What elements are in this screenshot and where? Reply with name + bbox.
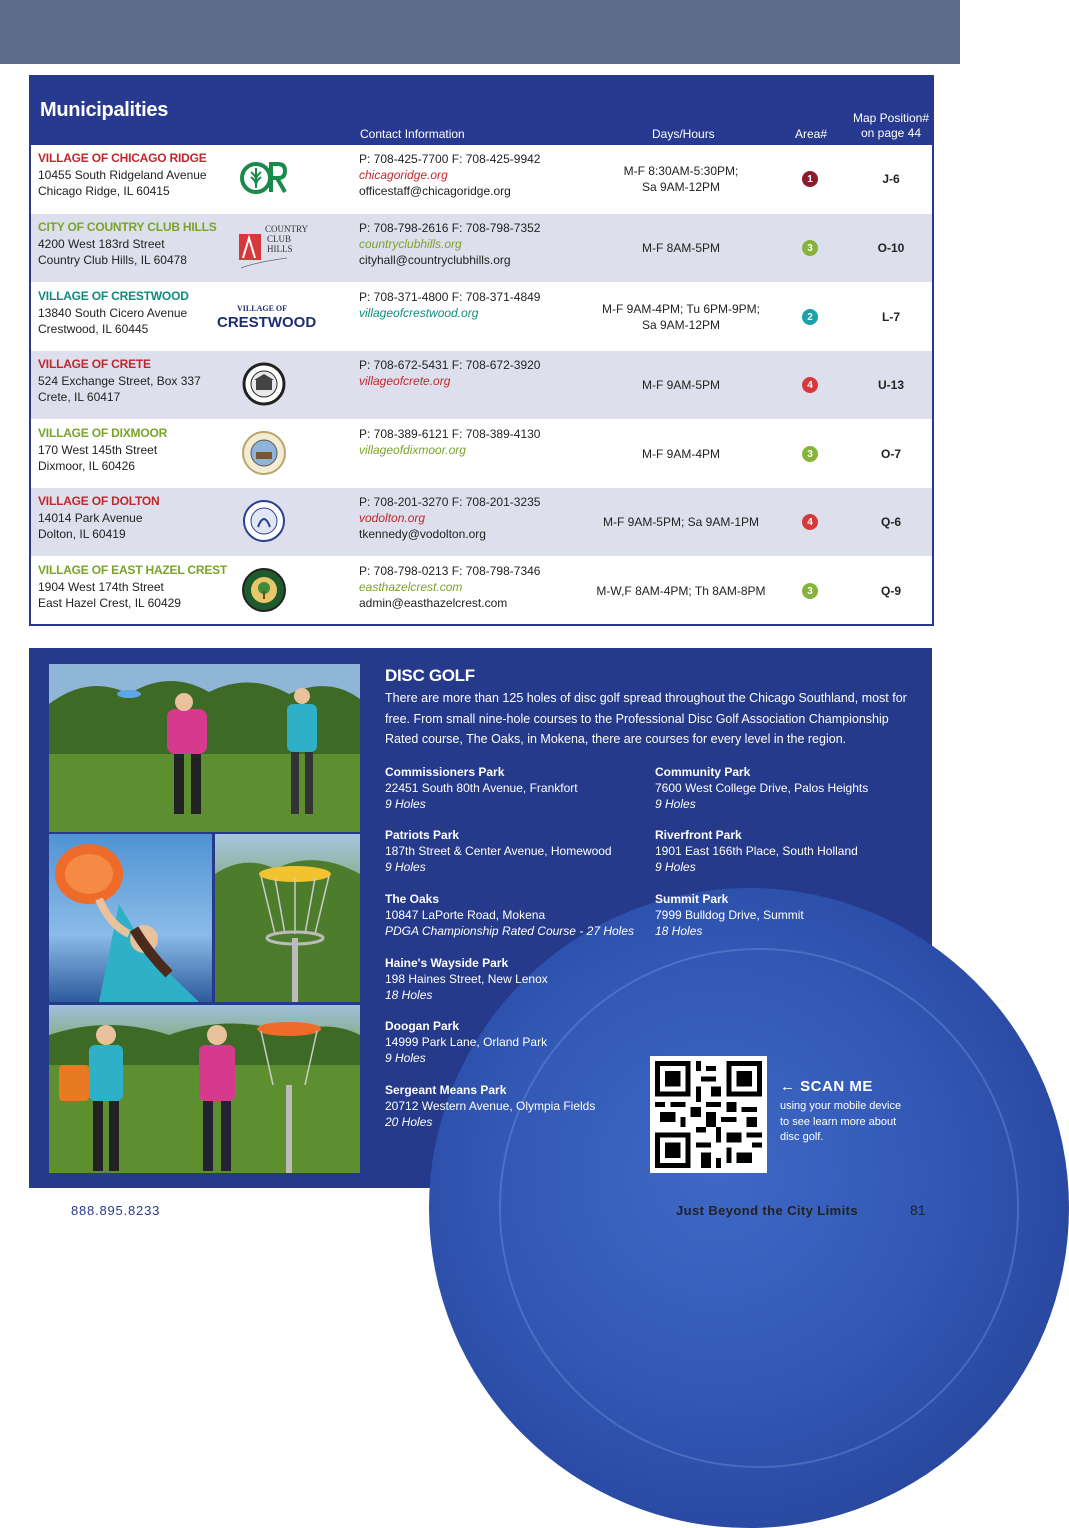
address-line: 1904 West 174th Street — [38, 580, 164, 594]
column-header-map-line2: on page 44 — [860, 126, 922, 140]
course-address: 187th Street & Center Avenue, Homewood — [385, 844, 612, 858]
website-link[interactable]: easthazelcrest.com — [359, 580, 463, 594]
municipality-name: VILLAGE OF DIXMOOR — [38, 426, 168, 440]
hours — [591, 420, 771, 488]
municipality-address — [38, 305, 187, 337]
crete-seal-icon — [237, 359, 291, 409]
course-item — [385, 1018, 547, 1066]
course-name: Haine's Wayside Park — [385, 956, 509, 970]
phone-fax: P: 708-425-7700 F: 708-425-9942 — [359, 152, 541, 166]
municipalities-table — [29, 75, 934, 626]
municipality-name: CITY OF COUNTRY CLUB HILLS — [38, 220, 217, 234]
photo-disc-catch — [49, 834, 212, 1002]
course-item — [385, 827, 612, 875]
hours-line: Sa 9AM-12PM — [641, 318, 721, 332]
municipality-name: VILLAGE OF CRETE — [38, 357, 151, 371]
address-line: 14014 Park Avenue — [38, 511, 143, 525]
address-line: 13840 South Cicero Avenue — [38, 306, 188, 320]
map-position: O-7 — [880, 447, 901, 461]
email-link[interactable]: tkennedy@vodolton.org — [359, 527, 486, 541]
course-address: 198 Haines Street, New Lenox — [385, 972, 548, 986]
course-address: 7600 West College Drive, Palos Heights — [655, 781, 869, 795]
hours-line: M-W,F 8AM-4PM; Th 8AM-8PM — [596, 584, 766, 598]
hours — [591, 557, 771, 625]
crestwood-main: CRESTWOOD — [217, 314, 317, 331]
dixmoor-seal-icon — [237, 428, 291, 478]
map-position: L-7 — [882, 310, 900, 324]
hours — [591, 488, 771, 556]
address-line: Crete, IL 60417 — [38, 390, 121, 404]
disc-golf-section — [29, 648, 932, 1188]
website-link[interactable]: countryclubhills.org — [359, 237, 462, 251]
scan-me-text: using your mobile device to see learn more about disc golf. — [780, 1100, 902, 1143]
column-header-days: Days/Hours — [652, 127, 715, 141]
contact-info — [359, 289, 540, 321]
area-badge: 1 — [802, 171, 818, 187]
dolton-seal-icon — [237, 496, 291, 546]
address-line: 170 West 145th Street — [38, 443, 158, 457]
contact-info — [359, 357, 540, 389]
contact-info — [359, 151, 540, 199]
contact-info — [359, 494, 540, 542]
course-holes: PDGA Championship Rated Course - 27 Holes — [385, 924, 635, 938]
website-link[interactable]: chicagoridge.org — [359, 168, 448, 182]
address-line: Chicago Ridge, IL 60415 — [38, 184, 170, 198]
table-row — [31, 557, 932, 625]
course-holes: 9 Holes — [385, 1051, 426, 1065]
hours — [591, 145, 771, 213]
website-link[interactable]: villageofcrestwood.org — [359, 306, 479, 320]
scan-me-title: ← SCAN ME — [780, 1078, 873, 1095]
column-header-contact: Contact Information — [360, 127, 465, 141]
area-badge: 2 — [802, 309, 818, 325]
course-holes: 18 Holes — [385, 988, 433, 1002]
hours-line: Sa 9AM-12PM — [641, 180, 720, 194]
ccr-line1: COUNTRY — [265, 224, 309, 234]
ccr-line3: HILLS — [267, 244, 293, 254]
phone-fax: P: 708-672-5431 F: 708-672-3920 — [359, 358, 541, 372]
email-link[interactable]: cityhall@countryclubhills.org — [359, 253, 511, 267]
municipality-name: VILLAGE OF EAST HAZEL CREST — [38, 563, 228, 577]
course-address: 22451 South 80th Avenue, Frankfort — [385, 781, 578, 795]
address-line: East Hazel Crest, IL 60429 — [38, 596, 181, 610]
crestwood-logo — [215, 291, 317, 341]
column-header-map — [849, 111, 933, 141]
hours-line: M-F 9AM-4PM — [642, 447, 720, 461]
municipality-name: VILLAGE OF CRESTWOOD — [38, 289, 189, 303]
address-line: Crestwood, IL 60445 — [38, 322, 149, 336]
course-item — [385, 1082, 595, 1130]
address-line: Dixmoor, IL 60426 — [38, 459, 135, 473]
course-item — [385, 891, 634, 939]
course-item — [655, 827, 858, 875]
footer-tagline: Just Beyond the City Limits — [676, 1203, 858, 1218]
photo-disc-golf-throw — [49, 664, 360, 832]
table-header — [31, 77, 932, 145]
municipality-address — [38, 442, 157, 474]
hours-line: M-F 9AM-5PM; Sa 9AM-1PM — [602, 515, 760, 529]
course-name: Sergeant Means Park — [385, 1083, 507, 1097]
table-row — [31, 145, 932, 213]
table-row — [31, 214, 932, 282]
phone-fax: P: 708-371-4800 F: 708-371-4849 — [359, 290, 541, 304]
chicago-ridge-logo — [237, 153, 291, 203]
country-club-hills-logo — [237, 222, 309, 272]
course-holes: 18 Holes — [655, 924, 703, 938]
course-name: Summit Park — [655, 892, 729, 906]
hours-line: M-F 9AM-5PM — [642, 378, 720, 392]
course-name: Commissioners Park — [385, 765, 505, 779]
area-badge: 3 — [802, 240, 818, 256]
phone-fax: P: 708-798-0213 F: 708-798-7346 — [359, 564, 541, 578]
address-line: Dolton, IL 60419 — [38, 527, 126, 541]
course-holes: 20 Holes — [385, 1115, 433, 1129]
municipality-address — [38, 579, 181, 611]
course-name: Patriots Park — [385, 828, 460, 842]
column-header-map-line1: Map Position# — [852, 111, 930, 125]
hours-line: M-F 8AM-5PM — [642, 241, 720, 255]
map-position: Q-6 — [880, 515, 901, 529]
municipality-name: VILLAGE OF DOLTON — [38, 494, 160, 508]
crestwood-top: VILLAGE OF — [237, 304, 288, 313]
disc-golf-title: DISC GOLF — [385, 666, 475, 685]
hours-line: M-F 8:30AM-5:30PM; — [623, 164, 739, 178]
map-position: U-13 — [877, 378, 904, 392]
contact-info — [359, 220, 540, 268]
scan-me-callout — [780, 1078, 910, 1146]
course-item — [655, 891, 804, 939]
course-item — [385, 955, 548, 1003]
course-address: 1901 East 166th Place, South Holland — [655, 844, 858, 858]
address-line: 4200 West 183rd Street — [38, 237, 165, 251]
course-address: 10847 LaPorte Road, Mokena — [385, 908, 546, 922]
column-header-area: Area# — [795, 127, 828, 141]
address-line: 524 Exchange Street, Box 337 — [38, 374, 201, 388]
email-link[interactable]: officestaff@chicagoridge.org — [359, 184, 511, 198]
course-address: 20712 Western Avenue, Olympia Fields — [385, 1099, 596, 1113]
map-position: O-10 — [877, 241, 905, 255]
table-row — [31, 283, 932, 351]
phone-fax: P: 708-798-2616 F: 708-798-7352 — [359, 221, 541, 235]
page-number: 81 — [910, 1202, 926, 1218]
area-badge: 4 — [802, 514, 818, 530]
address-line: Country Club Hills, IL 60478 — [38, 253, 187, 267]
municipality-address — [38, 167, 207, 199]
area-badge: 4 — [802, 377, 818, 393]
qr-code[interactable] — [650, 1056, 767, 1173]
hours — [591, 283, 771, 351]
website-link[interactable]: vodolton.org — [359, 511, 426, 525]
photo-disc-golf-basket — [215, 834, 360, 1002]
email-link[interactable]: admin@easthazelcrest.com — [359, 596, 508, 610]
course-name: The Oaks — [385, 892, 440, 906]
website-link[interactable]: villageofdixmoor.org — [359, 443, 466, 457]
hours — [591, 214, 771, 282]
address-line: 10455 South Ridgeland Avenue — [38, 168, 207, 182]
table-row — [31, 351, 932, 419]
hours — [591, 351, 771, 419]
area-badge: 3 — [802, 446, 818, 462]
footer-phone[interactable]: 888.895.8233 — [71, 1203, 161, 1218]
course-holes: 9 Holes — [385, 797, 426, 811]
disc-golf-intro: There are more than 125 holes of disc golf spread throughout the Chicago Southland, most for free. From small nine-hole courses to the Professional Disc Golf Association Championship Rated course, The Oaks, in Mokena, there are courses for every level in the region. — [385, 691, 907, 746]
table-row — [31, 488, 932, 556]
phone-fax: P: 708-389-6121 F: 708-389-4130 — [359, 427, 541, 441]
map-position: Q-9 — [880, 584, 901, 598]
course-item — [655, 764, 868, 812]
municipality-address — [38, 373, 201, 405]
municipality-address — [38, 236, 187, 268]
top-band — [0, 0, 960, 64]
course-holes: 9 Holes — [385, 860, 426, 874]
table-row — [31, 420, 932, 488]
ccr-line2: CLUB — [267, 234, 292, 244]
area-badge: 3 — [802, 583, 818, 599]
course-holes: 9 Holes — [655, 797, 696, 811]
section-title: Municipalities — [40, 99, 169, 121]
hours-line: M-F 9AM-4PM; Tu 6PM-9PM; — [601, 302, 761, 316]
map-position: J-6 — [882, 172, 900, 186]
municipality-address — [38, 510, 143, 542]
contact-info — [359, 563, 540, 611]
east-hazel-crest-seal-icon — [237, 565, 291, 615]
contact-info — [359, 426, 540, 458]
course-address: 7999 Bulldog Drive, Summit — [655, 908, 804, 922]
course-item — [385, 764, 578, 812]
phone-fax: P: 708-201-3270 F: 708-201-3235 — [359, 495, 541, 509]
course-holes: 9 Holes — [655, 860, 696, 874]
course-name: Community Park — [655, 765, 751, 779]
course-address: 14999 Park Lane, Orland Park — [385, 1035, 548, 1049]
course-name: Riverfront Park — [655, 828, 742, 842]
course-name: Doogan Park — [385, 1019, 460, 1033]
photo-players-at-basket — [49, 1005, 360, 1173]
website-link[interactable]: villageofcrete.org — [359, 374, 451, 388]
municipality-name: VILLAGE OF CHICAGO RIDGE — [38, 151, 207, 165]
